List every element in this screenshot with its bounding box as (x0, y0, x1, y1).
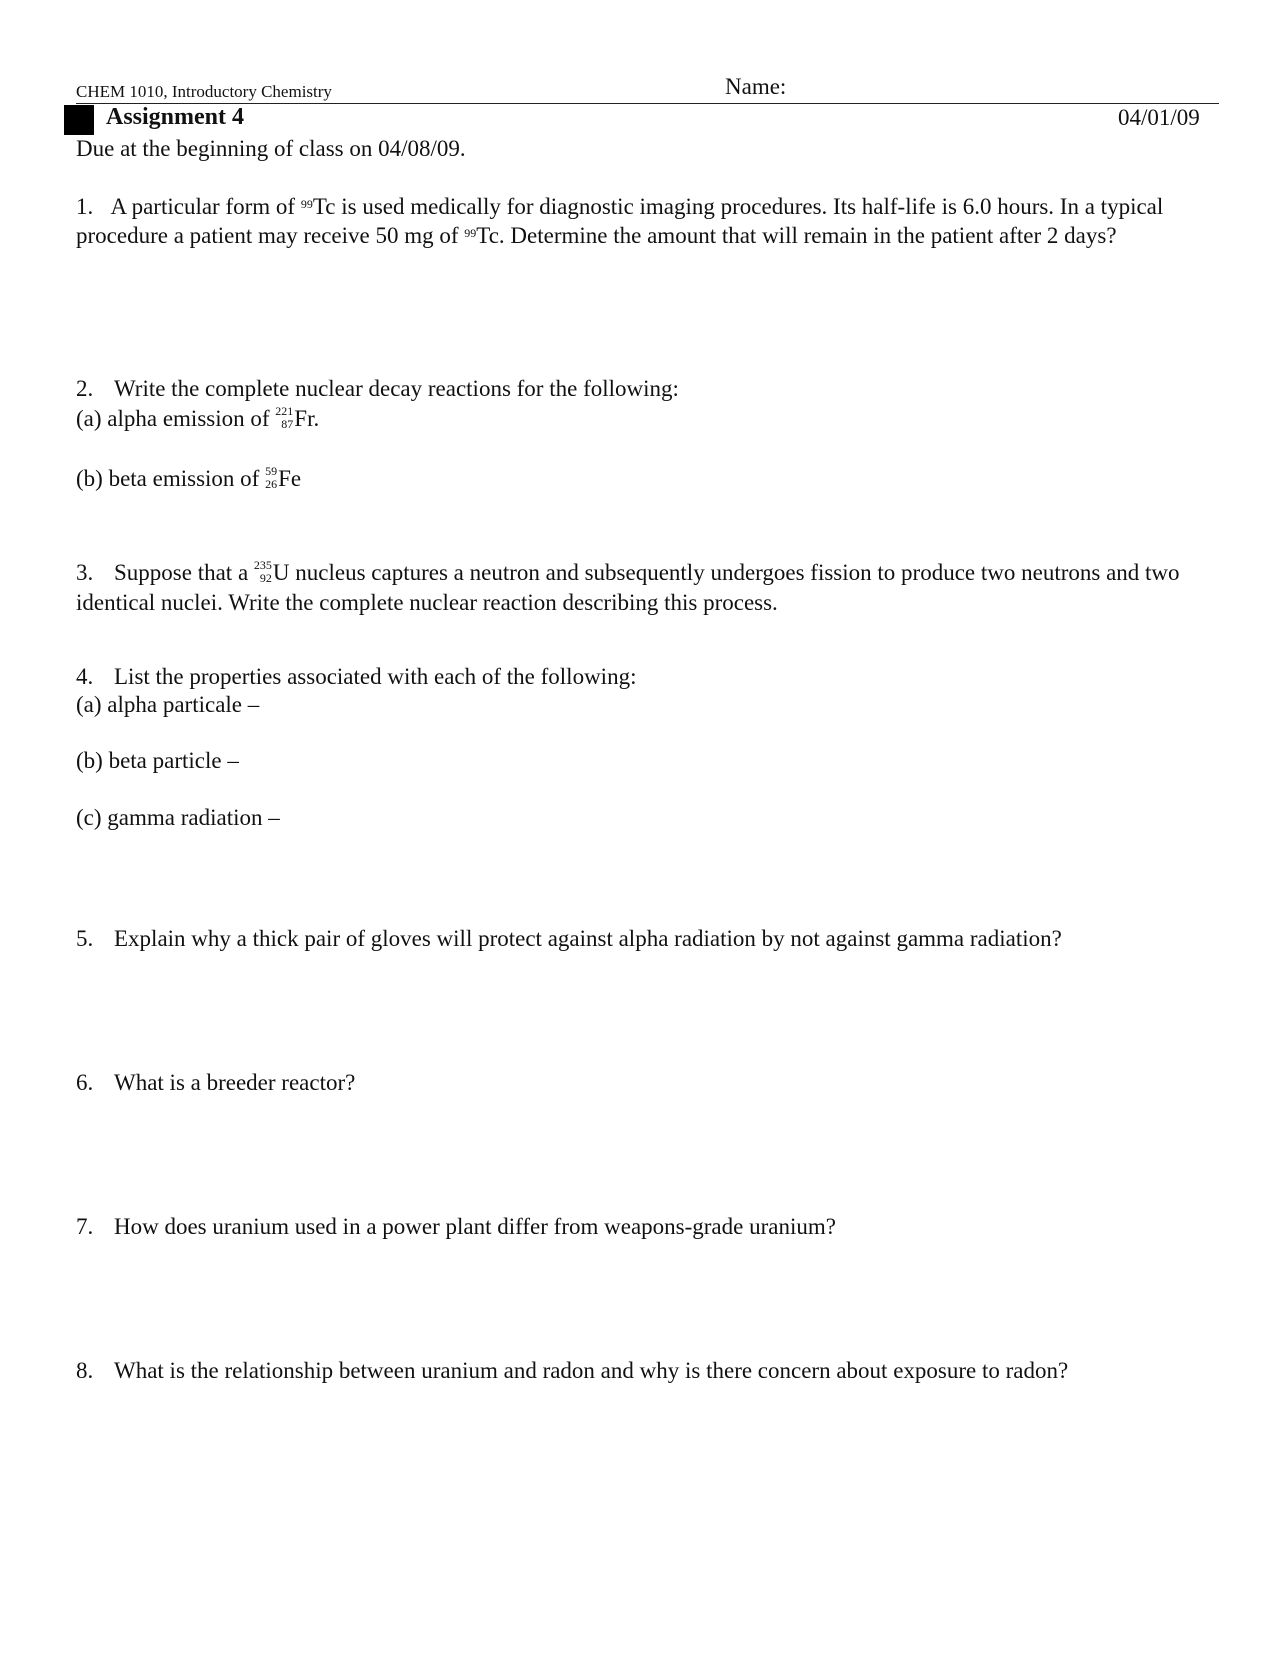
item-label: (c) (76, 805, 102, 830)
question-4a (76, 692, 259, 718)
item-label: (b) (76, 466, 103, 491)
item-label: (a) (76, 692, 102, 717)
item-text: alpha particale – (107, 692, 260, 717)
assignment-date: 04/01/09 (1118, 105, 1200, 130)
name-label: Name: (725, 74, 787, 99)
title-marker-block (64, 105, 94, 135)
question-number: 2. (76, 376, 94, 401)
question-text: Tc is used medically for diagnostic imaging procedures. Its half-life is 6.0 hours. In a typical procedure a patient may receive 50 mg of (76, 194, 1164, 248)
question-number: 6. (76, 1070, 94, 1095)
question-number: 8. (76, 1358, 94, 1383)
atomic-number: 26 (265, 476, 278, 491)
due-date-note: Due at the beginning of class on 04/08/09. (76, 136, 466, 161)
item-text: gamma radiation – (107, 805, 280, 830)
atomic-number: 87 (281, 416, 294, 431)
question-6 (76, 1070, 355, 1096)
element-symbol: Fr (294, 406, 314, 431)
item-end: . (313, 406, 320, 431)
item-label: (a) (76, 406, 102, 431)
nuclide-notation (254, 559, 272, 585)
mass-number: 235 (253, 557, 272, 572)
mass-number: 99 (300, 197, 313, 211)
question-4 (76, 664, 636, 690)
atomic-number: 92 (259, 570, 272, 585)
item-text: beta particle – (108, 748, 239, 773)
question-1 (76, 192, 1216, 250)
mass-number: 59 (265, 463, 278, 478)
question-text: Suppose that a (114, 560, 254, 585)
question-text: What is a breeder reactor? (114, 1070, 356, 1095)
mass-number: 221 (275, 403, 294, 418)
question-2a (76, 403, 320, 434)
nuclide-notation (265, 465, 277, 491)
question-5 (76, 926, 1062, 952)
question-2 (76, 376, 679, 402)
question-number: 7. (76, 1214, 94, 1239)
question-number: 5. (76, 926, 94, 951)
question-text: Tc. Determine the amount that will remain in the patient after 2 days? (476, 223, 1117, 248)
question-text: nucleus captures a neutron and subsequently undergoes fission to produce two neutrons and two identical nuclei. Write the complete nuclear reaction describing this process. (76, 560, 1180, 615)
question-number: 4. (76, 664, 94, 689)
mass-number: 99 (464, 226, 477, 240)
question-4b (76, 748, 239, 774)
question-text: How does uranium used in a power plant differ from weapons-grade uranium? (114, 1214, 836, 1239)
question-7 (76, 1214, 836, 1240)
question-text: List the properties associated with each of the following: (114, 664, 637, 689)
element-symbol: U (272, 560, 290, 585)
question-text: A particular form of (110, 194, 301, 219)
assignment-title: Assignment 4 (106, 104, 245, 130)
question-number: 1. (76, 194, 94, 219)
question-3 (76, 558, 1216, 617)
question-text: Write the complete nuclear decay reactions for the following: (114, 376, 679, 401)
question-text: What is the relationship between uranium and radon and why is there concern about exposure to radon? (114, 1358, 1069, 1383)
question-text: Explain why a thick pair of gloves will protect against alpha radiation by not against gamma radiation? (114, 926, 1062, 951)
element-symbol: Fe (278, 466, 302, 491)
header-rule (76, 103, 1219, 104)
course-title: CHEM 1010, Introductory Chemistry (76, 82, 332, 101)
question-2b (76, 463, 302, 494)
nuclide-notation (275, 405, 293, 431)
question-4c (76, 805, 280, 831)
question-number: 3. (76, 560, 94, 585)
item-label: (b) (76, 748, 103, 773)
item-text: beta emission of (108, 466, 266, 491)
item-text: alpha emission of (107, 406, 276, 431)
question-8 (76, 1358, 1068, 1384)
